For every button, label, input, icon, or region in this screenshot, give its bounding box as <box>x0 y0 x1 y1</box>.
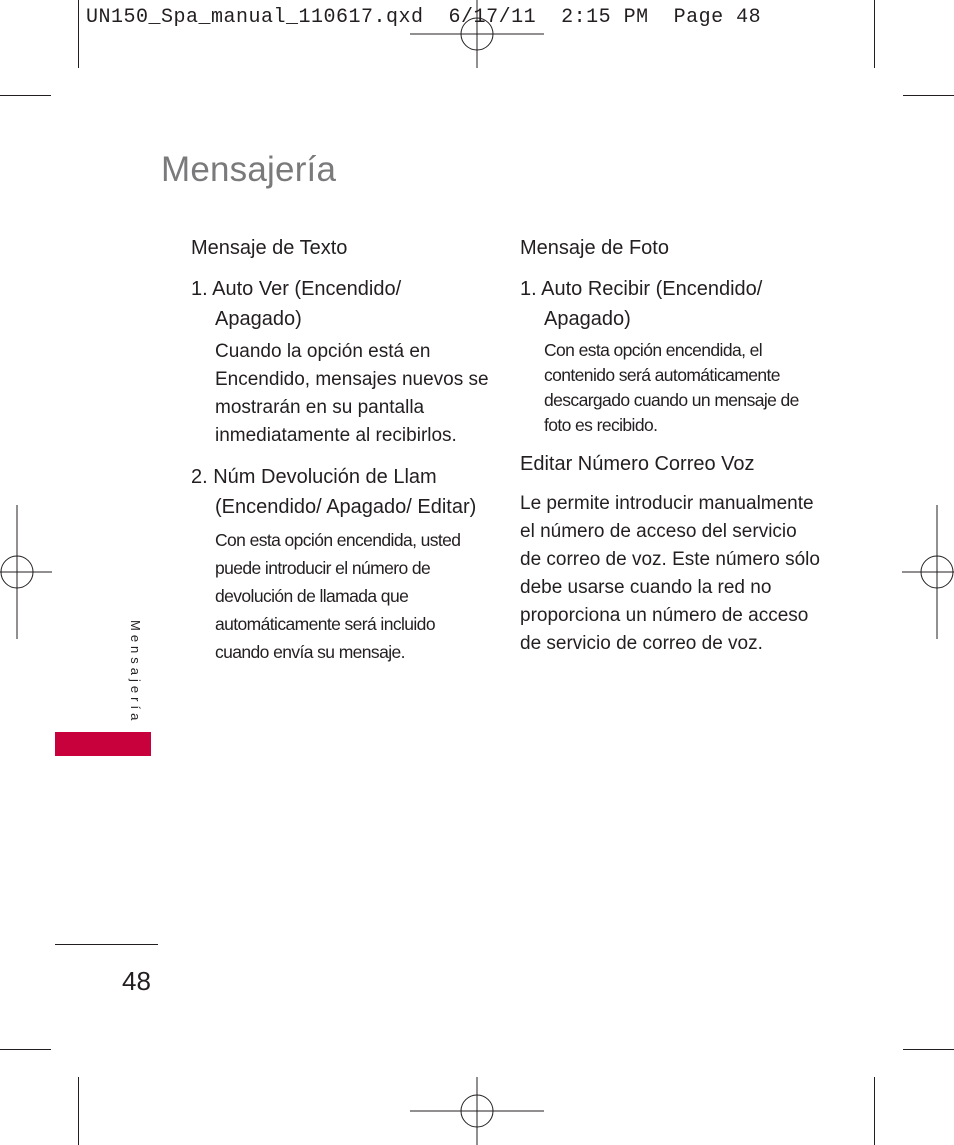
setting-item-label: 1. Auto Recibir (Encendido/ Apagado) <box>520 278 763 330</box>
setting-item-label: 1. Auto Ver (Encendido/ Apagado) <box>191 278 402 330</box>
print-slug: UN150_Spa_manual_110617.qxd 6/17/11 2:15 PM Page 48 <box>86 6 762 29</box>
crop-mark <box>903 1049 954 1050</box>
left-column <box>191 234 491 678</box>
crop-mark <box>78 1077 79 1145</box>
registration-mark-top <box>410 0 544 68</box>
page-number-rule <box>55 944 158 945</box>
registration-mark-bottom <box>410 1077 544 1145</box>
crop-mark <box>874 0 875 68</box>
setting-item-label: 2. Núm Devolución de Llam (Encendido/ Apagado/ Editar) <box>191 466 477 518</box>
setting-item-description: Con esta opción encendida, usted puede introducir el número de devolución de llamada que automáticamente será incluido cuando envía su mensaje. <box>215 530 461 662</box>
section-body: Le permite introducir manualmente el número de acceso del servicio de correo de voz. Este número sólo debe usarse cuando la red no proporciona un número de acceso de servicio de correo de voz. <box>520 493 820 654</box>
crop-mark <box>0 95 51 96</box>
setting-item-description: Con esta opción encendida, el contenido será automáticamente descargado cuando un mensaje de foto es recibido. <box>544 340 799 435</box>
crop-mark <box>78 0 79 68</box>
side-tab-label: Mensajería <box>128 620 143 725</box>
right-column <box>520 234 820 658</box>
side-tab-bar <box>55 732 151 756</box>
section-heading: Editar Número Correo Voz <box>520 453 755 475</box>
crop-mark <box>0 1049 51 1050</box>
registration-mark-left <box>0 505 52 639</box>
page-number: 48 <box>122 966 151 996</box>
section-heading: Mensaje de Texto <box>191 237 348 259</box>
page-title: Mensajería <box>161 150 337 189</box>
registration-mark-right <box>902 505 954 639</box>
setting-item-description: Cuando la opción está en Encendido, mensajes nuevos se mostrarán en su pantalla inmediatamente al recibirlos. <box>215 341 489 446</box>
crop-mark <box>903 95 954 96</box>
crop-mark <box>874 1077 875 1145</box>
section-heading: Mensaje de Foto <box>520 237 669 259</box>
